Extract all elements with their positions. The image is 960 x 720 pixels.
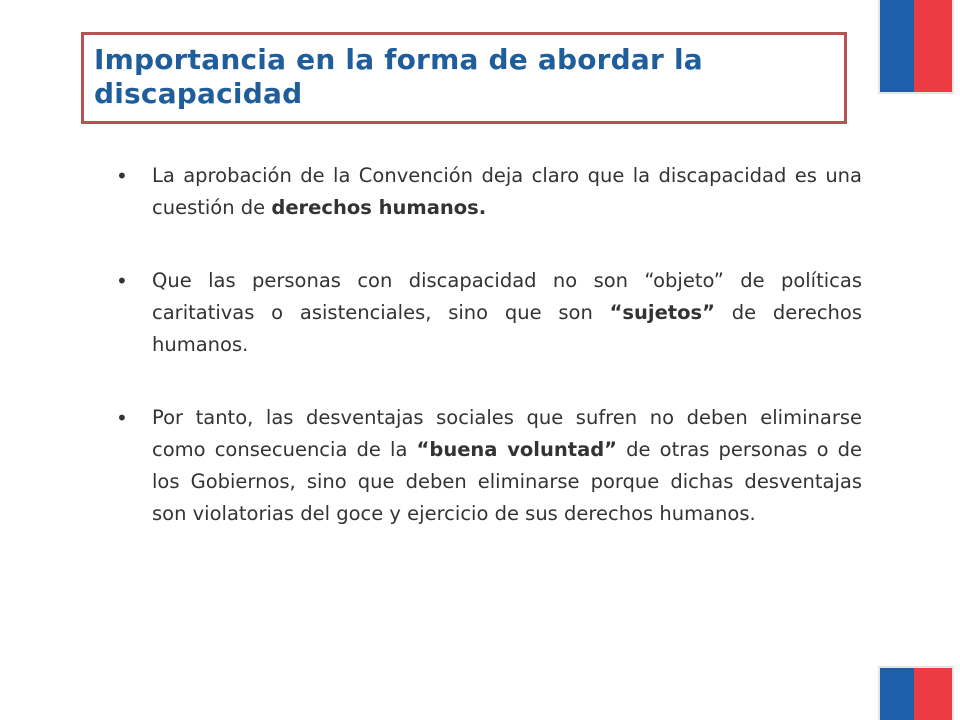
bullet-bold-text: derechos humanos. xyxy=(271,196,487,219)
bullet-bold-text: “buena voluntad” xyxy=(416,438,618,461)
flag-red-stripe xyxy=(914,0,952,92)
flag-blue-stripe xyxy=(880,0,914,92)
bullet-bold-text: “sujetos” xyxy=(609,301,715,324)
flag-blue-stripe xyxy=(880,668,914,720)
title-box xyxy=(81,32,847,124)
bullet-list xyxy=(116,160,862,571)
bullet-item-2 xyxy=(116,265,862,361)
bullet-marker: • xyxy=(116,164,128,188)
flag-stripes-top xyxy=(880,0,952,92)
bullet-text-end: de derechos humanos. xyxy=(152,301,862,356)
bullet-text-end: de otras personas o de los Gobiernos, sino que deben eliminarse porque dichas desventajas son violatorias del goce y ejercicio de sus derechos humanos. xyxy=(152,438,863,525)
flag-stripes-bottom xyxy=(880,668,952,720)
flag-red-stripe xyxy=(914,668,952,720)
bullet-text: Que las personas con discapacidad no son “objeto” de políticas caritativas o asistenciales, sino que son xyxy=(152,269,862,324)
bullet-marker: • xyxy=(116,269,128,293)
bullet-marker: • xyxy=(116,406,128,430)
bullet-text: Por tanto, las desventajas sociales que sufren no deben eliminarse como consecuencia de la xyxy=(152,406,862,461)
bullet-item-3 xyxy=(116,402,862,530)
slide-title: Importancia en la forma de abordar la discapacidad xyxy=(94,43,703,110)
bullet-text: La aprobación de la Convención deja claro que la discapacidad es una cuestión de xyxy=(152,164,862,219)
bullet-item-1 xyxy=(116,160,862,224)
